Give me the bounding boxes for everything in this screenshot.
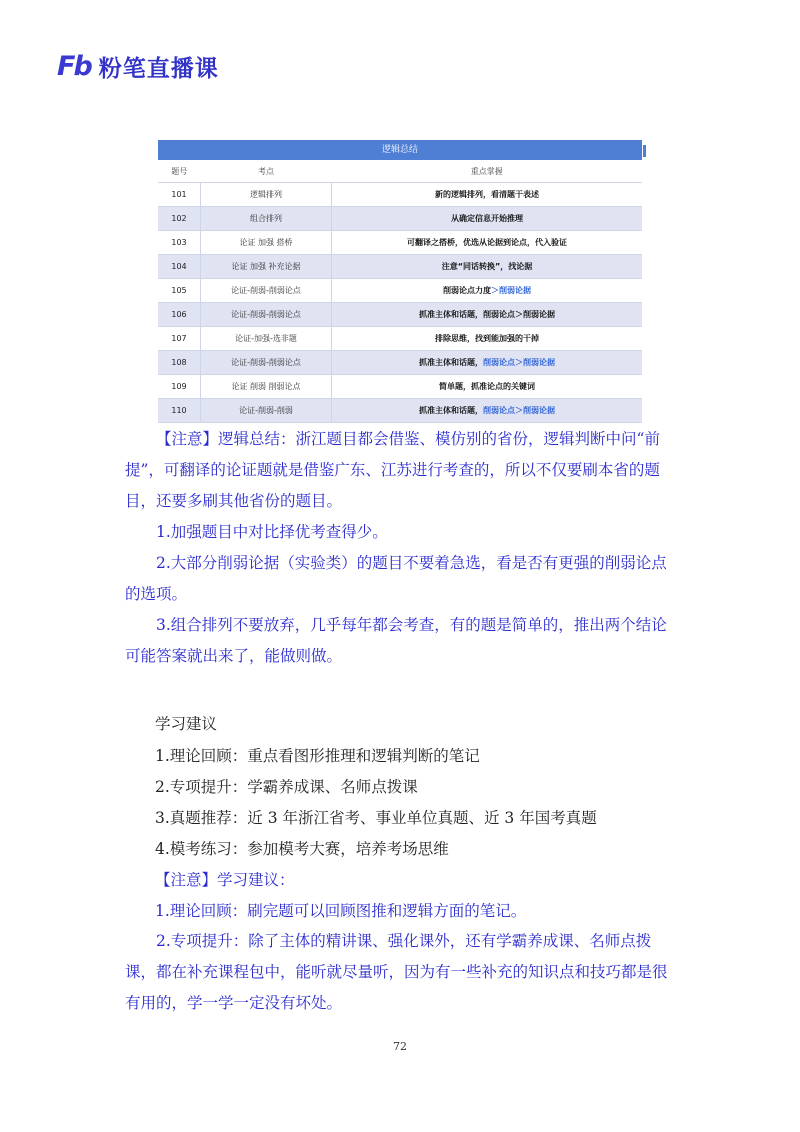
row-id: 105 xyxy=(158,279,201,303)
row-id: 108 xyxy=(158,351,201,375)
row-point: 论证-削弱-削弱论点 xyxy=(201,303,332,327)
study-heading: 学习建议 xyxy=(155,715,218,733)
row-id: 101 xyxy=(158,183,201,207)
note-tag: 【注意】 xyxy=(156,430,219,448)
row-method: 抓准主体和话题，削弱论点＞削弱论据 xyxy=(332,303,643,327)
row-id: 110 xyxy=(158,399,201,423)
row-method xyxy=(332,279,643,303)
point-item: 1.加强题目中对比择优考查得少。 xyxy=(156,523,388,541)
study-item: 2.专项提升：学霸养成课、名师点拨课 xyxy=(155,778,418,796)
method-part-b: 削弱论点＞削弱论据 xyxy=(483,406,555,415)
point-item: 3.组合排列不要放弃，几乎每年都会考查，有的题是简单的，推出两个结论可能答案就出来了，能做则做。 xyxy=(125,616,667,665)
table-row xyxy=(158,303,642,327)
table-row xyxy=(158,231,642,255)
row-point: 论证-削弱-削弱论点 xyxy=(201,351,332,375)
table-header-row xyxy=(158,160,642,183)
row-point: 组合排列 xyxy=(201,207,332,231)
method-part-b: 削弱论点＞削弱论据 xyxy=(483,358,555,367)
note-study-line: 1.理论回顾：刷完题可以回顾图推和逻辑方面的笔记。 xyxy=(155,902,527,920)
row-point: 论证 削弱 削弱论点 xyxy=(201,375,332,399)
row-id: 107 xyxy=(158,327,201,351)
note-text: 逻辑总结：浙江题目都会借鉴、模仿别的省份，逻辑判断中问“前提”，可翻译的论证题就是借鉴广东、江苏进行考查的，所以不仅要刷本省的题目，还要多刷其他省份的题目。 xyxy=(125,430,660,510)
row-id: 106 xyxy=(158,303,201,327)
header-id: 题号 xyxy=(158,160,201,183)
method-part-b: ＞削弱论据 xyxy=(491,286,531,295)
header-point: 考点 xyxy=(201,160,332,183)
row-method: 简单题，抓准论点的关键词 xyxy=(332,375,643,399)
row-point: 论证-加强-选非题 xyxy=(201,327,332,351)
row-point: 论证-削弱-削弱论点 xyxy=(201,279,332,303)
logo-mark: Fb xyxy=(57,51,91,82)
row-point: 论证 加强 搭桥 xyxy=(201,231,332,255)
table-row xyxy=(158,207,642,231)
header-method: 重点掌握 xyxy=(332,160,643,183)
row-method: 可翻译之搭桥，优选从论据到论点，代入验证 xyxy=(332,231,643,255)
table-row xyxy=(158,279,642,303)
study-item: 4.模考练习：参加模考大赛，培养考场思维 xyxy=(155,840,449,858)
note-study-heading: 【注意】学习建议： xyxy=(155,871,295,889)
table-row xyxy=(158,375,642,399)
method-part-a: 削弱论点力度 xyxy=(443,286,491,295)
row-id: 109 xyxy=(158,375,201,399)
brand-logo xyxy=(57,50,219,83)
row-id: 103 xyxy=(158,231,201,255)
row-method: 从确定信息开始推理 xyxy=(332,207,643,231)
note-logic-summary xyxy=(125,424,680,517)
row-point: 论证-削弱-削弱 xyxy=(201,399,332,423)
summary-table xyxy=(158,140,642,423)
table-row xyxy=(158,255,642,279)
row-method: 注意“同话转换”，找论据 xyxy=(332,255,643,279)
row-method: 排除思维，找到能加强的干掉 xyxy=(332,327,643,351)
row-id: 104 xyxy=(158,255,201,279)
study-item: 1.理论回顾：重点看图形推理和逻辑判断的笔记 xyxy=(155,747,480,765)
row-method xyxy=(332,399,643,423)
logo-text: 粉笔直播课 xyxy=(98,56,219,82)
method-part-a: 抓准主体和话题， xyxy=(419,358,483,367)
row-method: 新的逻辑排列，看清题干表述 xyxy=(332,183,643,207)
note-study-line: 2.专项提升：除了主体的精讲课、强化课外，还有学霸养成课、名师点拨课，都在补充课程包中，能听就尽量听，因为有一些补充的知识点和技巧都是很有用的，学一学一定没有坏处。 xyxy=(125,932,668,1012)
table-row xyxy=(158,183,642,207)
point-item: 2.大部分削弱论据（实验类）的题目不要着急选，看是否有更强的削弱论点的选项。 xyxy=(125,554,667,603)
row-point: 论证 加强 补充论据 xyxy=(201,255,332,279)
table-row xyxy=(158,351,642,375)
method-part-a: 抓准主体和话题， xyxy=(419,406,483,415)
page-number: 72 xyxy=(393,1040,407,1053)
table-row xyxy=(158,399,642,423)
row-point: 逻辑排列 xyxy=(201,183,332,207)
study-item: 3.真题推荐：近 3 年浙江省考、事业单位真题、近 3 年国考真题 xyxy=(155,809,597,827)
title-bar-marker xyxy=(643,145,646,157)
row-id: 102 xyxy=(158,207,201,231)
row-method xyxy=(332,351,643,375)
table-title: 逻辑总结 xyxy=(158,140,642,160)
table-row xyxy=(158,327,642,351)
